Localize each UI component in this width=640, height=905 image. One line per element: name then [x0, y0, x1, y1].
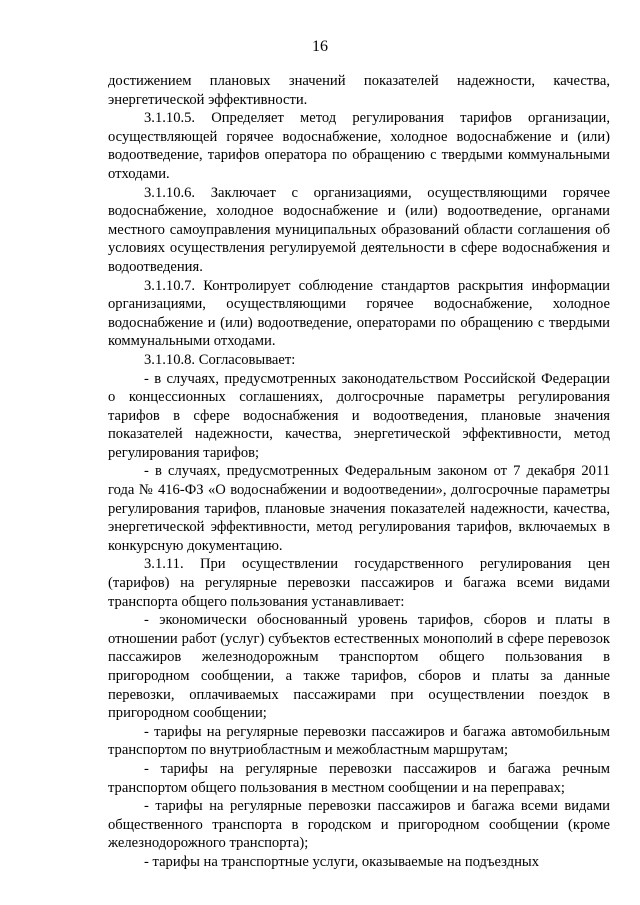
paragraph: 3.1.10.8. Согласовывает: [144, 351, 296, 368]
paragraph: достижением плановых значений показателей надежности, качества, энергетической эффективности. [108, 73, 610, 108]
page-number: 16 [312, 38, 328, 55]
list-item: - в случаях, предусмотренных Федеральным законом от 7 декабря 2011 года № 416-ФЗ «О водоснабжении и водоотведении», долгосрочные параметры регулирования тарифов, плановые значения показателей надежности, качества, энергетической эффективности, метод регулирования тарифов, включаемых в конкурсную документацию. [108, 463, 610, 554]
list-item: - тарифы на транспортные услуги, оказываемые на подъездных [144, 853, 540, 870]
paragraph: 3.1.10.5. Определяет метод регулирования тарифов организации, осуществляющей горячее водоснабжение, холодное водоснабжение и (или) водоотведение, тарифов оператора по обращению с твердыми коммунальными отходами. [108, 110, 610, 182]
list-item: - тарифы на регулярные перевозки пассажиров и багажа всеми видами общественного транспорта в городском и пригородном сообщении (кроме железнодорожного транспорта); [108, 798, 610, 852]
document-body [108, 72, 610, 872]
list-item: - тарифы на регулярные перевозки пассажиров и багажа автомобильным транспортом по внутриобластным и межобластным маршрутам; [108, 723, 610, 759]
paragraph: 3.1.10.7. Контролирует соблюдение стандартов раскрытия информации организациями, осуществляющими горячее водоснабжение, холодное водоснабжение и (или) водоотведение, операторами по обращению с твердыми коммунальными отходами. [108, 277, 610, 350]
paragraph: 3.1.11. При осуществлении государственного регулирования цен (тарифов) на регулярные перевозки пассажиров и багажа всеми видами транспорта общего пользования устанавливает: [108, 556, 610, 610]
list-item: - в случаях, предусмотренных законодательством Российской Федерации о концессионных соглашениях, долгосрочные параметры регулирования тарифов в сфере водоснабжения и водоотведения, плановые значения показателей надежности, качества, энергетической эффективности, метод регулирования тарифов; [108, 370, 610, 461]
paragraph: 3.1.10.6. Заключает с организациями, осуществляющими горячее водоснабжение, холодное водоснабжение и (или) водоотведение, органами местного самоуправления муниципальных образований области соглашения об условиях осуществления регулируемой деятельности в сфере водоснабжения и водоотведения. [108, 184, 610, 275]
list-item: - экономически обоснованный уровень тарифов, сборов и платы в отношении работ (услуг) субъектов естественных монополий в сфере перевозок пассажиров железнодорожным транспортом общего пользования в пригородном сообщении, а также тарифов, сборов и платы за данные перевозки, оплачиваемых пассажирами при осуществлении поездок в пригородном сообщении; [108, 612, 610, 722]
list-item: - тарифы на регулярные перевозки пассажиров и багажа речным транспортом общего пользования в местном сообщении и на переправах; [108, 760, 610, 796]
